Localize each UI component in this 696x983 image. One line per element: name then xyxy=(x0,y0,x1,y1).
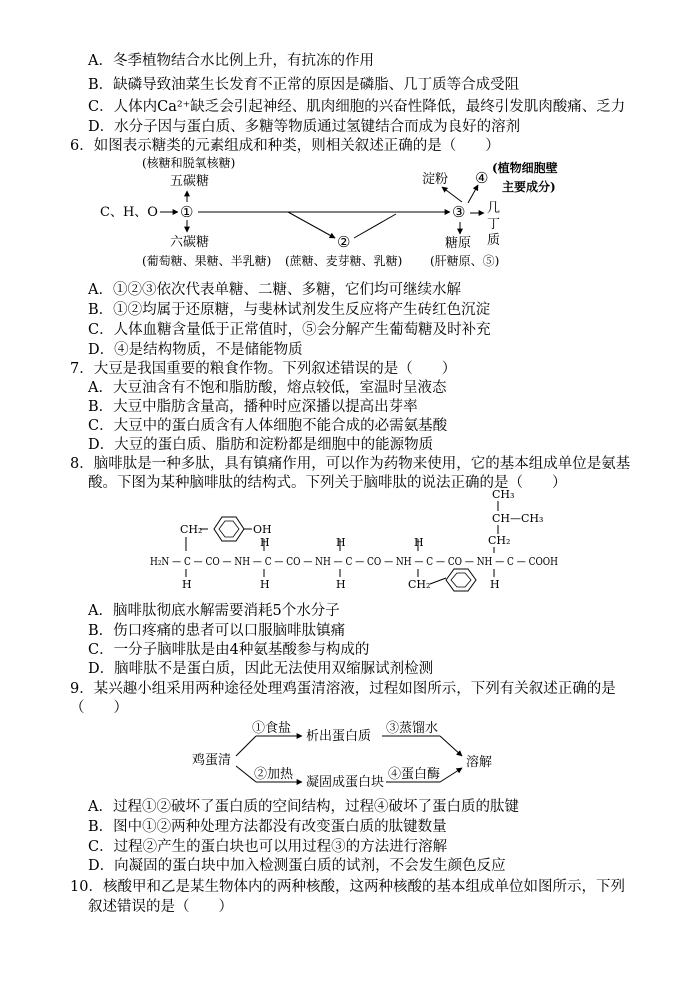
text-line: D．水分子因与蛋白质、多糖等物质通过氢键结合而成为良好的溶剂 xyxy=(88,119,521,135)
text-line: 酸。下图为某种脑啡肽的结构式。下列关于脑啡肽的说法正确的是（ ） xyxy=(88,475,567,491)
ch2-leu: CH₂ xyxy=(488,534,511,547)
text-line: C．一分子脑啡肽是由4种氨基酸参与构成的 xyxy=(88,642,370,658)
label-chitin-3: 质 xyxy=(487,233,501,248)
text-line: （ ） xyxy=(70,700,128,716)
text-line: A．①②③依次代表单糖、二糖、多糖，它们均可继续水解 xyxy=(88,282,461,298)
text-line: 10．核酸甲和乙是某生物体内的两种核酸，这两种核酸的基本组成单位如图所示，下列 xyxy=(70,879,625,895)
ch3-leu: CH₃ xyxy=(492,488,515,501)
label-disaccharides: (蔗糖、麦芽糖、乳糖) xyxy=(285,254,403,268)
node-2: ② xyxy=(337,233,351,251)
h-below-3: H xyxy=(336,578,346,591)
h-above-2: H xyxy=(260,536,270,549)
text-line: C．人体血糖含量低于正常值时，⑤会分解产生葡萄糖及时补充 xyxy=(88,322,491,338)
h-below-5: H xyxy=(490,578,500,591)
sugar-classification-diagram xyxy=(90,155,558,275)
text-line: A．过程①②破坏了蛋白质的空间结构，过程④破坏了蛋白质的肽键 xyxy=(88,799,519,815)
step2-heat: ②加热 xyxy=(254,767,294,782)
text-line: D．④是结构物质，不是储能物质 xyxy=(88,342,303,358)
text-line: 7．大豆是我国重要的粮食作物。下列叙述错误的是（ ） xyxy=(70,361,457,377)
node-3: ③ xyxy=(452,203,466,221)
oh-tyr: OH xyxy=(253,523,272,536)
label-glycogen: 糖原 xyxy=(445,236,472,251)
label-five-carbon: 五碳糖 xyxy=(170,174,210,189)
h-above-4: H xyxy=(414,536,424,549)
label-glycogen-types: (肝糖原、⑤) xyxy=(430,254,500,268)
peptide-backbone: H₂N — C — CO — NH — C — CO — NH — C — CO — NH — C — CO — NH — C — COOH xyxy=(150,555,558,568)
label-cell-wall-1: (植物细胞壁 xyxy=(492,161,558,175)
node-4: ④ xyxy=(475,169,489,187)
label-six-carbon-examples: (葡萄糖、果糖、半乳糖) xyxy=(142,254,272,268)
label-elements: C、H、O xyxy=(100,205,158,220)
text-line: C．大豆中的蛋白质含有人体细胞不能合成的必需氨基酸 xyxy=(88,418,448,434)
dissolve-label: 溶解 xyxy=(466,755,493,770)
step1-salt: ①食盐 xyxy=(252,721,292,736)
egg-white-process-diagram xyxy=(190,718,510,796)
text-line: 叙述错误的是（ ） xyxy=(88,899,233,915)
label-starch: 淀粉 xyxy=(422,172,449,187)
step3-water: ③蒸馏水 xyxy=(386,721,439,736)
text-line: B．①②均属于还原糖，与斐林试剂发生反应将产生砖红色沉淀 xyxy=(88,302,491,318)
text-line: 6．如图表示糖类的元素组成和种类，则相关叙述正确的是（ ） xyxy=(70,138,500,154)
text-line: A．冬季植物结合水比例上升，有抗冻的作用 xyxy=(88,53,374,69)
enkephalin-structure-diagram xyxy=(150,488,570,594)
text-line: C．人体内Ca²⁺缺乏会引起神经、肌肉细胞的兴奋性降低，最终引发肌肉酸痛、乏力 xyxy=(88,99,626,115)
step4-protease: ④蛋白酶 xyxy=(388,767,441,782)
label-chitin-2: 丁 xyxy=(487,217,501,232)
label-ribose: (核糖和脱氧核糖) xyxy=(142,156,236,170)
text-line: D．大豆的蛋白质、脂肪和淀粉都是细胞中的能源物质 xyxy=(88,437,434,453)
text-line: 9．某兴趣小组采用两种途径处理鸡蛋清溶液，过程如图所示，下列有关叙述正确的是 xyxy=(70,681,616,697)
text-line: 8．脑啡肽是一种多肽，具有镇痛作用，可以作为药物来使用，它的基本组成单位是氨基 xyxy=(70,456,631,472)
h-above-3: H xyxy=(336,536,346,549)
node-1: ① xyxy=(180,203,194,221)
text-line: C．过程②产生的蛋白块也可以用过程③的方法进行溶解 xyxy=(88,839,448,855)
text-line: B．缺磷导致油菜生长发育不正常的原因是磷脂、几丁质等合成受阻 xyxy=(88,77,520,93)
ch-ch3-leu: CH—CH₃ xyxy=(492,512,544,525)
label-cell-wall-2: 主要成分) xyxy=(502,180,556,194)
product1-precipitated: 析出蛋白质 xyxy=(306,729,372,744)
text-line: B．伤口疼痛的患者可以口服脑啡肽镇痛 xyxy=(88,623,346,639)
text-line: B．大豆中脂肪含量高，播种时应深播以提高出芽率 xyxy=(88,399,418,415)
text-line: D．向凝固的蛋白块中加入检测蛋白质的试剂，不会发生颜色反应 xyxy=(88,858,506,874)
text-line: A．大豆油含有不饱和脂肪酸，熔点较低，室温时呈液态 xyxy=(88,380,447,396)
ch2-phe: CH₂ xyxy=(408,578,431,591)
product2-coagulated: 凝固成蛋白块 xyxy=(306,775,385,790)
text-line: A．脑啡肽彻底水解需要消耗5个水分子 xyxy=(88,603,340,619)
label-six-carbon: 六碳糖 xyxy=(170,235,210,250)
text-line: B．图中①②两种处理方法都没有改变蛋白质的肽键数量 xyxy=(88,819,447,835)
h-below-2: H xyxy=(260,578,270,591)
ch2-tyr: CH₂ xyxy=(180,523,203,536)
egg-white-label: 鸡蛋清 xyxy=(192,753,232,768)
label-chitin-1: 几 xyxy=(487,201,501,216)
h-below-1: H xyxy=(182,578,192,591)
text-line: D．脑啡肽不是蛋白质，因此无法使用双缩脲试剂检测 xyxy=(88,661,434,677)
